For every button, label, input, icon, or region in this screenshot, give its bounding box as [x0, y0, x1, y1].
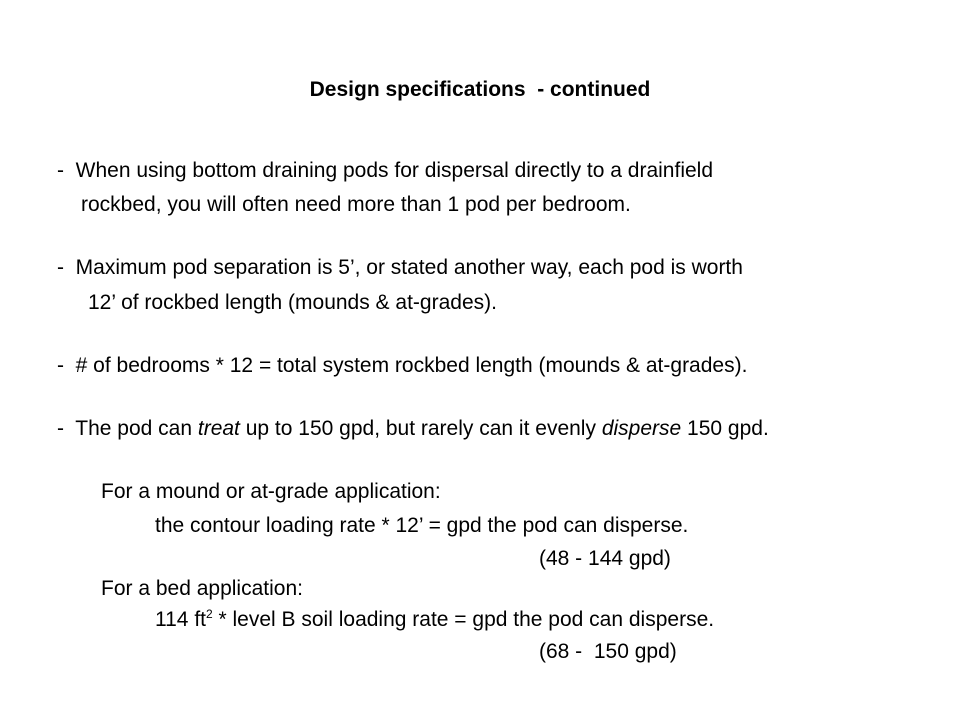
bullet-1-line-2: rockbed, you will often need more than 1 pod per bedroom.: [81, 193, 631, 216]
bed-formula-post: * level B soil loading rate = gpd the pod can disperse.: [212, 608, 715, 631]
bullet-4-mid: up to 150 gpd, but rarely can it evenly: [239, 417, 602, 440]
slide-title: Design specifications - continued: [309, 78, 651, 101]
bullet-3: - # of bedrooms * 12 = total system rockbed length (mounds & at-grades).: [57, 354, 748, 377]
bed-formula-pre: 114 ft: [155, 608, 206, 631]
mound-range: (48 - 144 gpd): [539, 547, 671, 570]
mound-formula: the contour loading rate * 12’ = gpd the pod can disperse.: [155, 514, 689, 537]
mound-heading: For a mound or at-grade application:: [101, 480, 441, 503]
bullet-4-emphasis-disperse: disperse: [601, 417, 682, 440]
bullet-2-line-1: - Maximum pod separation is 5’, or stated another way, each pod is worth: [57, 256, 743, 279]
bullet-4: [57, 415, 769, 443]
bullet-4-emphasis-treat: treat: [197, 417, 240, 440]
bullet-4-post: 150 gpd.: [681, 417, 769, 440]
bed-formula: [155, 606, 714, 634]
bed-range: (68 - 150 gpd): [539, 640, 677, 663]
bullet-2-line-2: 12’ of rockbed length (mounds & at-grades).: [88, 291, 497, 314]
bed-formula-superscript: 2: [205, 607, 213, 621]
bullet-4-pre: - The pod can: [57, 417, 198, 440]
bullet-1-line-1: - When using bottom draining pods for dispersal directly to a drainfield: [57, 159, 714, 182]
bed-heading: For a bed application:: [101, 577, 303, 600]
